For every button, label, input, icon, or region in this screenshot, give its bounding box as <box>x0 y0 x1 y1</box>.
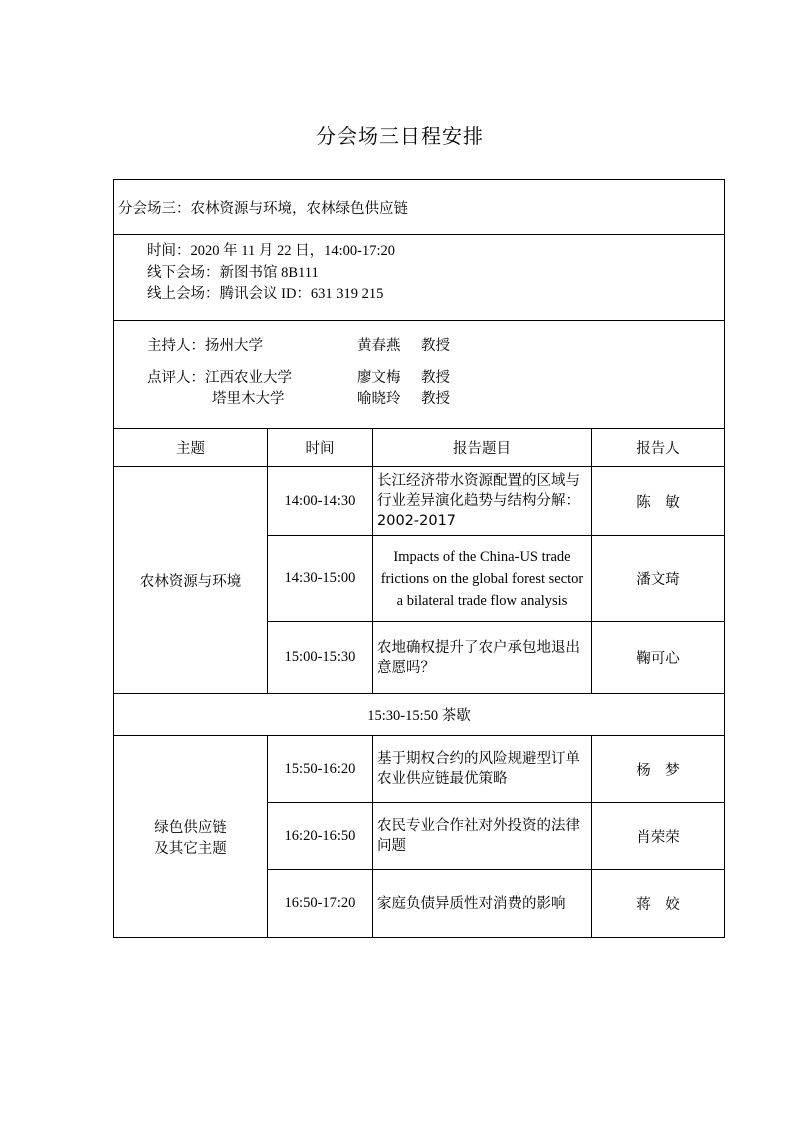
online-venue: 线上会场：腾讯会议 ID：631 319 215 <box>147 286 384 302</box>
reviewer-name-2: 喻晓玲 <box>357 391 401 407</box>
header-time: 时间 <box>268 429 373 467</box>
talk-title: 家庭负债异质性对消费的影响 <box>373 870 592 938</box>
info-row <box>114 235 725 321</box>
talk-speaker: 潘文琦 <box>592 536 725 622</box>
talk-time: 14:30-15:00 <box>268 536 373 622</box>
tea-break: 15:30-15:50 茶歇 <box>114 694 725 736</box>
talk-speaker: 鞠可心 <box>592 622 725 694</box>
header-theme: 主题 <box>114 429 268 467</box>
talk-title: Impacts of the China-US trade frictions on the global forest sector a bilateral trade flow analysis <box>373 536 592 622</box>
page-title: 分会场三日程安排 <box>316 124 484 148</box>
host-name: 黄春燕 <box>357 338 401 354</box>
talk-speaker: 蒋 姣 <box>592 870 725 938</box>
theme-cell-2 <box>114 736 268 938</box>
theme-line-2: 及其它主题 <box>154 840 227 857</box>
talk-time: 16:20-16:50 <box>268 803 373 870</box>
talk-title: 农民专业合作社对外投资的法律问题 <box>373 803 592 870</box>
reviewer-title-2: 教授 <box>421 391 450 407</box>
header-title: 报告题目 <box>373 429 592 467</box>
table-row <box>114 736 725 803</box>
table-row <box>114 467 725 536</box>
reviewer-name-1: 廖文梅 <box>357 370 401 386</box>
talk-time: 14:00-14:30 <box>268 467 373 536</box>
reviewer-title-1: 教授 <box>421 370 450 386</box>
talk-time: 16:50-17:20 <box>268 870 373 938</box>
host-label: 主持人：扬州大学 <box>147 338 263 354</box>
talk-time: 15:50-16:20 <box>268 736 373 803</box>
host-row <box>114 321 725 429</box>
header-speaker: 报告人 <box>592 429 725 467</box>
talk-speaker: 杨 梦 <box>592 736 725 803</box>
host-title: 教授 <box>421 338 450 354</box>
session-title: 分会场三：农林资源与环境，农林绿色供应链 <box>114 180 725 235</box>
theme-line-1: 绿色供应链 <box>154 819 227 836</box>
theme-cell-1: 农林资源与环境 <box>114 467 268 694</box>
session-row <box>114 180 725 235</box>
talk-speaker: 肖荣荣 <box>592 803 725 870</box>
offline-venue: 线下会场：新图书馆 8B111 <box>147 264 319 281</box>
session-time: 时间：2020 年 11 月 22 日，14:00-17:20 <box>147 243 395 259</box>
talk-speaker: 陈 敏 <box>592 467 725 536</box>
talk-title: 农地确权提升了农户承包地退出意愿吗？ <box>373 622 592 694</box>
schedule-table <box>113 179 725 938</box>
break-row <box>114 694 725 736</box>
header-row <box>114 429 725 467</box>
talk-title: 基于期权合约的风险规避型订单农业供应链最优策略 <box>373 736 592 803</box>
talk-time: 15:00-15:30 <box>268 622 373 694</box>
reviewer-org-2: 塔里木大学 <box>212 391 285 407</box>
reviewer-label: 点评人：江西农业大学 <box>147 370 292 386</box>
talk-title: 长江经济带水资源配置的区域与行业差异演化趋势与结构分解：2002-2017 <box>373 467 592 536</box>
